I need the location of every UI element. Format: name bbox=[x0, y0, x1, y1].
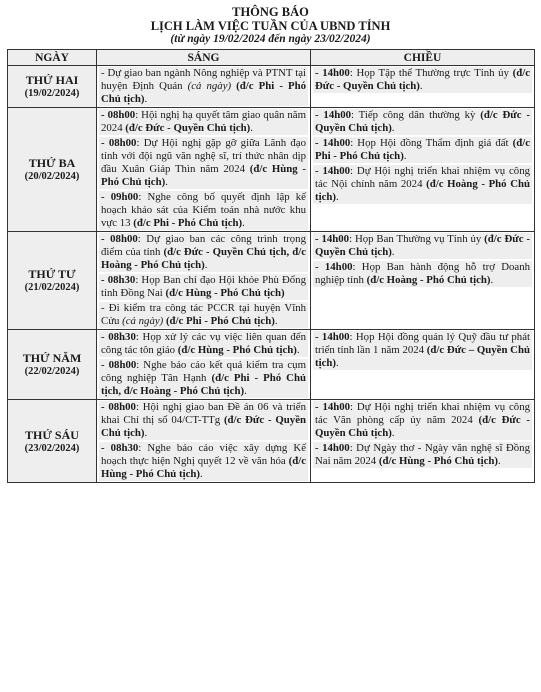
schedule-entry bbox=[313, 109, 532, 135]
entry-text: - 14h00 bbox=[315, 331, 350, 343]
entry-text: : Dự Hội nghị gặp gỡ giữa Lãnh đạo tỉnh với đội ngũ văn nghệ sĩ, trí thức nhân dịp đầu Xuân Giáp Thìn năm 2024 bbox=[101, 137, 306, 175]
entry-text: - 08h00 bbox=[101, 109, 136, 121]
schedule-entry bbox=[99, 359, 308, 398]
entry-text: . bbox=[490, 274, 494, 286]
entry-text: . bbox=[296, 344, 300, 356]
entry-text: : Nghe báo cáo việc xây dựng Kế hoạch thực hiện Nghị quyết 12 về văn hóa bbox=[101, 442, 306, 467]
entry-text: : Họp Ban hành động hỗ trợ Doanh nghiệp tỉnh bbox=[315, 261, 530, 286]
entry-text: . bbox=[250, 122, 253, 134]
morning-cell bbox=[97, 400, 311, 483]
day-cell bbox=[8, 108, 97, 232]
entry-text: - 14h00 bbox=[315, 137, 351, 149]
entry-text: (đ/c Hùng - Phó Chủ tịch) bbox=[177, 344, 297, 356]
schedule-entry bbox=[99, 302, 308, 328]
schedule-entry bbox=[99, 109, 308, 135]
schedule-entry bbox=[313, 233, 532, 259]
entry-text: (đ/c Phi - Phó Chủ tịch) bbox=[315, 137, 530, 162]
entry-text: . bbox=[336, 191, 339, 203]
entry-text: - 08h30 bbox=[101, 274, 136, 286]
entry-text: . bbox=[391, 246, 395, 258]
doc-title: THÔNG BÁO bbox=[232, 5, 309, 19]
col-afternoon-header: CHIỀU bbox=[311, 50, 535, 66]
entry-text: (đ/c Phi - Phó Chủ tịch) bbox=[133, 217, 243, 229]
entry-text: (đ/c Hùng - Phó Chủ tịch) bbox=[101, 163, 306, 188]
entry-text: - 08h00 bbox=[101, 359, 137, 371]
entry-text: . bbox=[244, 385, 247, 397]
entry-text: (đ/c Đức - Quyền Chủ tịch, đ/c Hoàng - Phó Chủ tịch) bbox=[101, 246, 307, 271]
entry-text: . bbox=[165, 176, 168, 188]
day-cell bbox=[8, 66, 97, 108]
entry-text: (đ/c Hoàng - Phó Chủ tịch) bbox=[366, 274, 491, 286]
entry-text: : Nghe báo cáo kết quả kiểm tra cụm công nghiệp Tân Hạnh bbox=[101, 359, 306, 384]
entry-text: . bbox=[403, 150, 407, 162]
day-date: (21/02/2024) bbox=[24, 282, 80, 293]
schedule-entry bbox=[313, 401, 532, 440]
afternoon-cell bbox=[311, 66, 535, 108]
entry-text: . bbox=[144, 93, 148, 105]
entry-text: : Tiếp công dân thường kỳ bbox=[351, 109, 481, 121]
entry-text: - 14h00 bbox=[315, 233, 350, 245]
schedule-entry bbox=[313, 137, 532, 163]
entry-text: (đ/c Hoàng - Phó Chủ tịch) bbox=[315, 178, 530, 203]
entry-text: : Họp Ban Thường vụ Tỉnh ủy bbox=[349, 233, 485, 245]
entry-text: (đ/c Đức - Quyền Chủ tịch) bbox=[315, 67, 530, 92]
entry-text: . bbox=[144, 427, 148, 439]
entry-text: (đ/c Đức - Quyền Chủ tịch) bbox=[315, 233, 530, 258]
schedule-entry bbox=[313, 331, 532, 370]
schedule-entry bbox=[99, 233, 308, 272]
day-name: THỨ NĂM bbox=[22, 351, 82, 365]
day-cell bbox=[8, 330, 97, 400]
day-cell bbox=[8, 400, 97, 483]
day-name: THỨ BA bbox=[28, 156, 76, 170]
schedule-entry bbox=[99, 442, 308, 481]
schedule-entry bbox=[313, 261, 532, 287]
entry-text: - 14h00 bbox=[315, 401, 351, 413]
entry-text: - 09h00 bbox=[101, 191, 139, 203]
entry-text: (đ/c Đức - Quyền Chủ tịch) bbox=[315, 414, 530, 439]
entry-text: - 14h00 bbox=[315, 67, 350, 79]
day-cell bbox=[8, 232, 97, 330]
morning-cell bbox=[97, 66, 311, 108]
entry-text: - 14h00 bbox=[315, 442, 350, 454]
entry-text: (đ/c Hùng - Phó Chủ tịch) bbox=[101, 455, 306, 480]
entry-text: (đ/c Đức - Quyền Chủ tịch) bbox=[315, 109, 530, 134]
entry-text: : Dự Hội nghị triển khai nhiệm vụ công tác Văn phòng cấp ủy năm 2024 bbox=[315, 401, 530, 426]
day-date: (19/02/2024) bbox=[24, 88, 80, 99]
day-name: THỨ HAI bbox=[25, 73, 79, 87]
schedule-entry bbox=[313, 67, 532, 93]
schedule-entry bbox=[99, 137, 308, 189]
table-row bbox=[8, 232, 535, 330]
entry-text: (đ/c Đức - Quyền Chủ tịch) bbox=[101, 414, 306, 439]
entry-text: (đ/c Hùng - Phó Chủ tịch) bbox=[378, 455, 498, 467]
entry-text: - 08h30 bbox=[101, 331, 136, 343]
entry-text: - 08h00 bbox=[101, 137, 137, 149]
entry-text: (đ/c Phi - Phó Chủ tịch) bbox=[165, 315, 275, 327]
entry-text: (đ/c Đức – Quyền Chủ tịch) bbox=[315, 344, 530, 369]
table-row bbox=[8, 330, 535, 400]
day-date: (23/02/2024) bbox=[24, 442, 80, 454]
entry-text: : Họp Tập thể Thường trực Tỉnh ủy bbox=[349, 67, 513, 79]
entry-text: - 14h00 bbox=[315, 165, 351, 177]
entry-text: - 08h30 bbox=[101, 442, 139, 454]
afternoon-cell bbox=[311, 330, 535, 400]
entry-text: : Dự Ngày thơ - Ngày văn nghệ sĩ Đồng Nai năm 2024 bbox=[315, 442, 530, 467]
doc-subtitle: LỊCH LÀM VIỆC TUẦN CỦA UBND TỈNH bbox=[150, 19, 391, 33]
entry-text: - 14h00 bbox=[315, 109, 352, 121]
entry-text: : Hội nghị giao ban Đề án 06 và triển khai Chỉ thị số 04/CT-TTg bbox=[101, 401, 306, 426]
entry-text: . bbox=[497, 455, 501, 467]
entry-text: : Dự giao ban các công trình trọng điểm của tỉnh bbox=[101, 233, 306, 258]
schedule-entry bbox=[99, 401, 308, 440]
schedule-entry bbox=[99, 191, 308, 230]
entry-text: . bbox=[242, 217, 245, 229]
entry-text: - 08h00 bbox=[101, 401, 136, 413]
col-morning-header: SÁNG bbox=[97, 50, 311, 66]
entry-text: - 08h00 bbox=[101, 233, 138, 245]
entry-text: - Dự giao ban ngành Nông nghiệp và PTNT tại huyện Định Quán bbox=[101, 67, 306, 92]
entry-text: . bbox=[391, 122, 395, 134]
entry-text: (cả ngày) bbox=[187, 80, 232, 92]
entry-text: : Họp Hội đồng Thẩm định giá đất bbox=[350, 137, 513, 149]
entry-text: (cả ngày) bbox=[122, 315, 164, 327]
day-date: (20/02/2024) bbox=[24, 171, 80, 182]
afternoon-cell bbox=[311, 108, 535, 232]
entry-text: : Họp Ban chỉ đạo Hội khỏe Phù Đổng tỉnh Đồng Nai bbox=[101, 274, 306, 299]
col-day-header: NGÀY bbox=[8, 50, 97, 66]
table-row bbox=[8, 400, 535, 483]
afternoon-cell bbox=[311, 400, 535, 483]
entry-text: . bbox=[336, 357, 339, 369]
entry-text: . bbox=[204, 259, 208, 271]
entry-text: (đ/c Hùng - Phó Chủ tịch) bbox=[165, 287, 285, 299]
schedule-entry bbox=[99, 331, 308, 357]
schedule-entry bbox=[313, 165, 532, 204]
day-date: (22/02/2024) bbox=[24, 366, 80, 377]
entry-text: - 14h00 bbox=[315, 261, 353, 273]
afternoon-cell bbox=[311, 232, 535, 330]
schedule-entry bbox=[99, 67, 308, 106]
entry-text: - Đi kiểm tra công tác PCCR tại huyện Vĩnh Cửu bbox=[101, 302, 306, 327]
entry-text: . bbox=[391, 427, 395, 439]
morning-cell bbox=[97, 232, 311, 330]
entry-text: (đ/c Đức - Quyền Chủ tịch) bbox=[125, 122, 251, 134]
schedule-entry bbox=[313, 442, 532, 468]
entry-text: : Nghe công bố quyết định lập kế hoạch khảo sát của Kiểm toán nhà nước khu vực 13 bbox=[101, 191, 306, 229]
schedule-table bbox=[7, 49, 535, 483]
entry-text: . bbox=[274, 315, 278, 327]
entry-text: (đ/c Phi - Phó Chủ tịch) bbox=[101, 80, 307, 105]
table-row bbox=[8, 66, 535, 108]
entry-text: . bbox=[419, 80, 423, 92]
date-range: (từ ngày 19/02/2024 đến ngày 23/02/2024) bbox=[170, 33, 371, 45]
day-name: THỨ TƯ bbox=[28, 267, 76, 281]
header-row bbox=[8, 50, 535, 66]
entry-text: (đ/c Phi - Phó Chủ tịch, đ/c Hoàng - Phó Chủ tịch) bbox=[101, 372, 306, 397]
day-name: THỨ SÁU bbox=[25, 427, 79, 442]
entry-text: : Dự Hội nghị triển khai nhiệm vụ công tác Nội chính năm 2024 bbox=[315, 165, 530, 190]
morning-cell bbox=[97, 108, 311, 232]
schedule-entry bbox=[99, 274, 308, 300]
morning-cell bbox=[97, 330, 311, 400]
table-row bbox=[8, 108, 535, 232]
entry-text: : Họp xử lý các vụ việc liên quan đến công tác tôn giáo bbox=[101, 331, 306, 356]
entry-text: : Hội nghị hạ quyết tâm giao quân năm 2024 bbox=[101, 109, 306, 134]
entry-text: . bbox=[200, 468, 203, 480]
entry-text: : Họp Hội đồng quản lý Quỹ đầu tư phát triển tỉnh lần 1 năm 2024 bbox=[315, 331, 530, 356]
